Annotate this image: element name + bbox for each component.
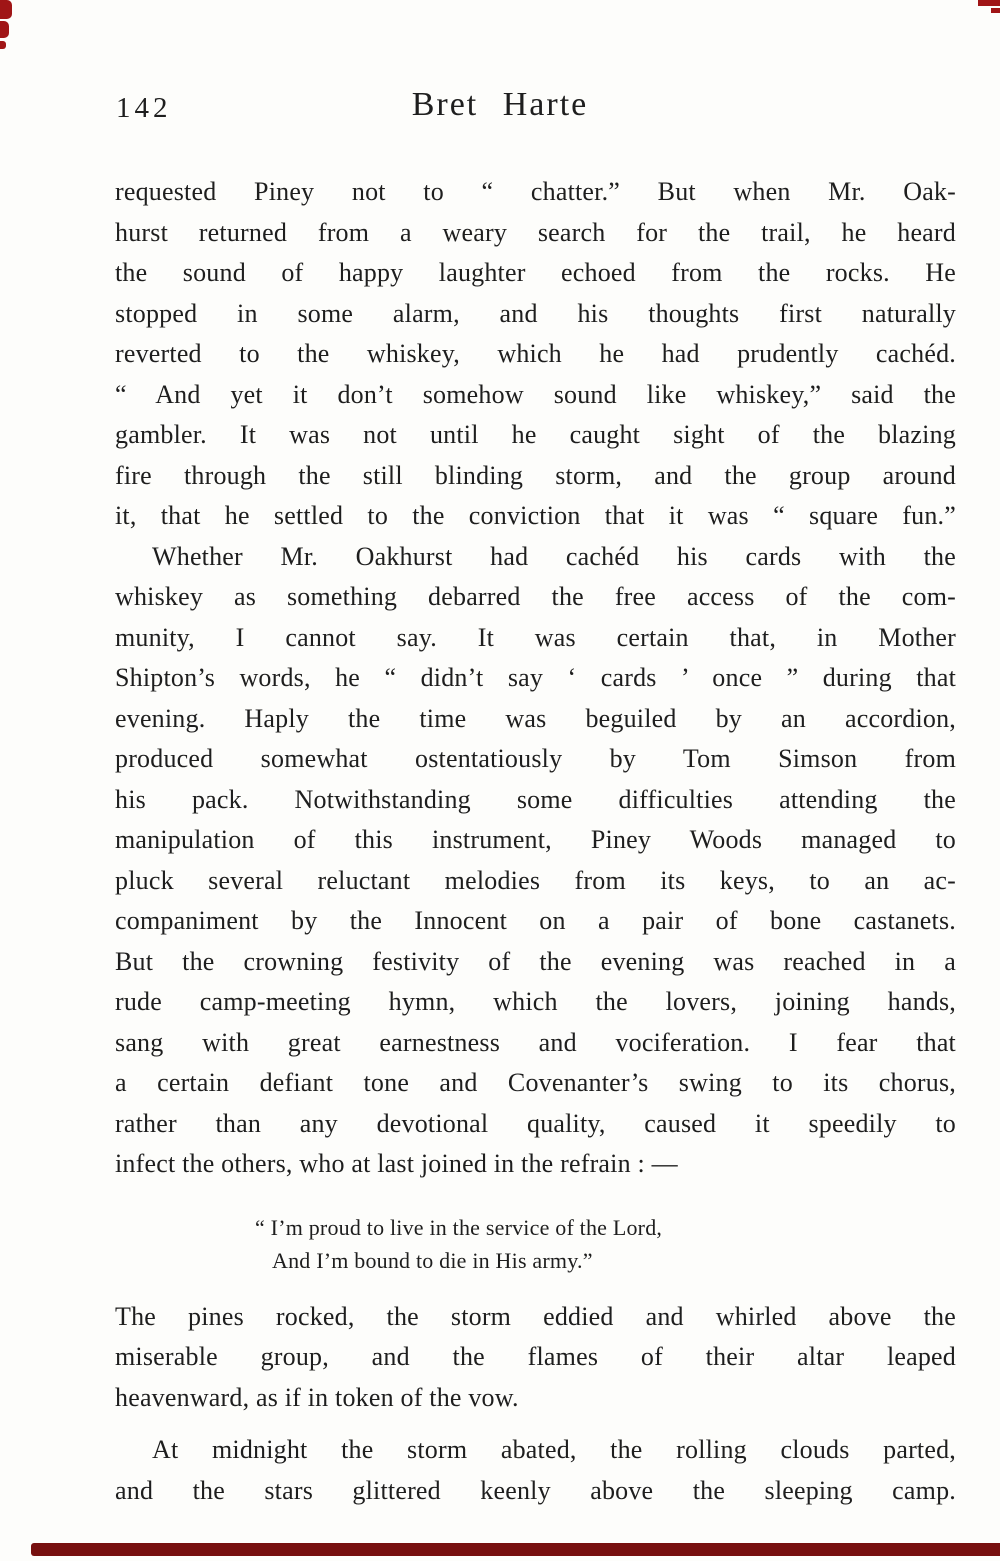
- text-line: produced somewhat ostentatiously by Tom Simson from: [115, 744, 956, 773]
- text-line: munity, I cannot say. It was certain that, in Mother: [115, 622, 956, 652]
- text-line: and the stars glittered keenly above the sleeping camp.: [115, 1475, 956, 1505]
- text-line: rude camp-meeting hymn, which the lovers, joining hands,: [115, 987, 956, 1016]
- text-line: hurst returned from a weary search for the trail, he heard: [115, 217, 956, 247]
- text-line: requested Piney not to “ chatter.” But when Mr. Oak-: [115, 177, 956, 206]
- text-line: Whether Mr. Oakhurst had cachéd his cards with the: [152, 541, 956, 571]
- text-line: miserable group, and the flames of their altar leaped: [115, 1342, 956, 1371]
- text-line: heavenward, as if in token of the vow.: [115, 1382, 519, 1412]
- paragraph: [115, 172, 956, 537]
- verse-quote: [255, 1211, 956, 1277]
- paragraph: [115, 1430, 956, 1511]
- text-line: But the crowning festivity of the evening was reached in a: [115, 946, 956, 976]
- text-line: reverted to the whiskey, which he had prudently cachéd.: [115, 339, 956, 368]
- running-head: Bret Harte: [411, 86, 589, 123]
- verse-line: And I’m bound to die in His army.”: [272, 1247, 593, 1273]
- text-line: The pines rocked, the storm eddied and whirled above the: [115, 1301, 956, 1331]
- text-line: manipulation of this instrument, Piney Woods managed to: [115, 825, 956, 854]
- text-line: the sound of happy laughter echoed from the rocks. He: [115, 258, 956, 287]
- text-line: infect the others, who at last joined in the refrain : —: [115, 1149, 678, 1178]
- text-line: Shipton’s words, he “ didn’t say ‘ cards ’ once ” during that: [115, 663, 956, 692]
- scan-stain-bottom-bar: [31, 1543, 1000, 1556]
- body-text: [115, 172, 956, 1511]
- scan-mark-top-left-2: [0, 21, 9, 38]
- text-line: pluck several reluctant melodies from its keys, to an ac-: [115, 865, 956, 895]
- text-line: his pack. Notwithstanding some difficulties attending the: [115, 784, 956, 814]
- verse-line: “ I’m proud to live in the service of the Lord,: [255, 1214, 663, 1240]
- text-line: “ And yet it don’t somehow sound like whiskey,” said the: [115, 379, 956, 409]
- text-line: whiskey as something debarred the free access of the com-: [115, 582, 956, 611]
- text-line: rather than any devotional quality, caused it speedily to: [115, 1108, 956, 1138]
- scan-mark-top-right-1: [978, 0, 1000, 6]
- scan-mark-top-left-3: [0, 41, 6, 49]
- page-number: 142: [116, 92, 172, 124]
- text-line: fire through the still blinding storm, and the group around: [115, 460, 956, 490]
- scan-mark-top-left-1: [0, 0, 12, 19]
- paragraph: [115, 1297, 956, 1419]
- text-line: a certain defiant tone and Covenanter’s swing to its chorus,: [115, 1068, 956, 1097]
- text-line: At midnight the storm abated, the rolling clouds parted,: [152, 1435, 956, 1464]
- text-line: it, that he settled to the conviction that it was “ square fun.”: [115, 501, 956, 530]
- scan-mark-top-right-2: [991, 8, 1000, 13]
- text-line: stopped in some alarm, and his thoughts first naturally: [115, 298, 956, 328]
- text-line: evening. Haply the time was beguiled by an accordion,: [115, 703, 956, 733]
- page-header: [0, 84, 1000, 126]
- text-line: sang with great earnestness and vociferation. I fear that: [115, 1027, 956, 1057]
- text-line: companiment by the Innocent on a pair of bone castanets.: [115, 906, 956, 935]
- text-line: gambler. It was not until he caught sight of the blazing: [115, 420, 956, 449]
- paragraph: [115, 537, 956, 1185]
